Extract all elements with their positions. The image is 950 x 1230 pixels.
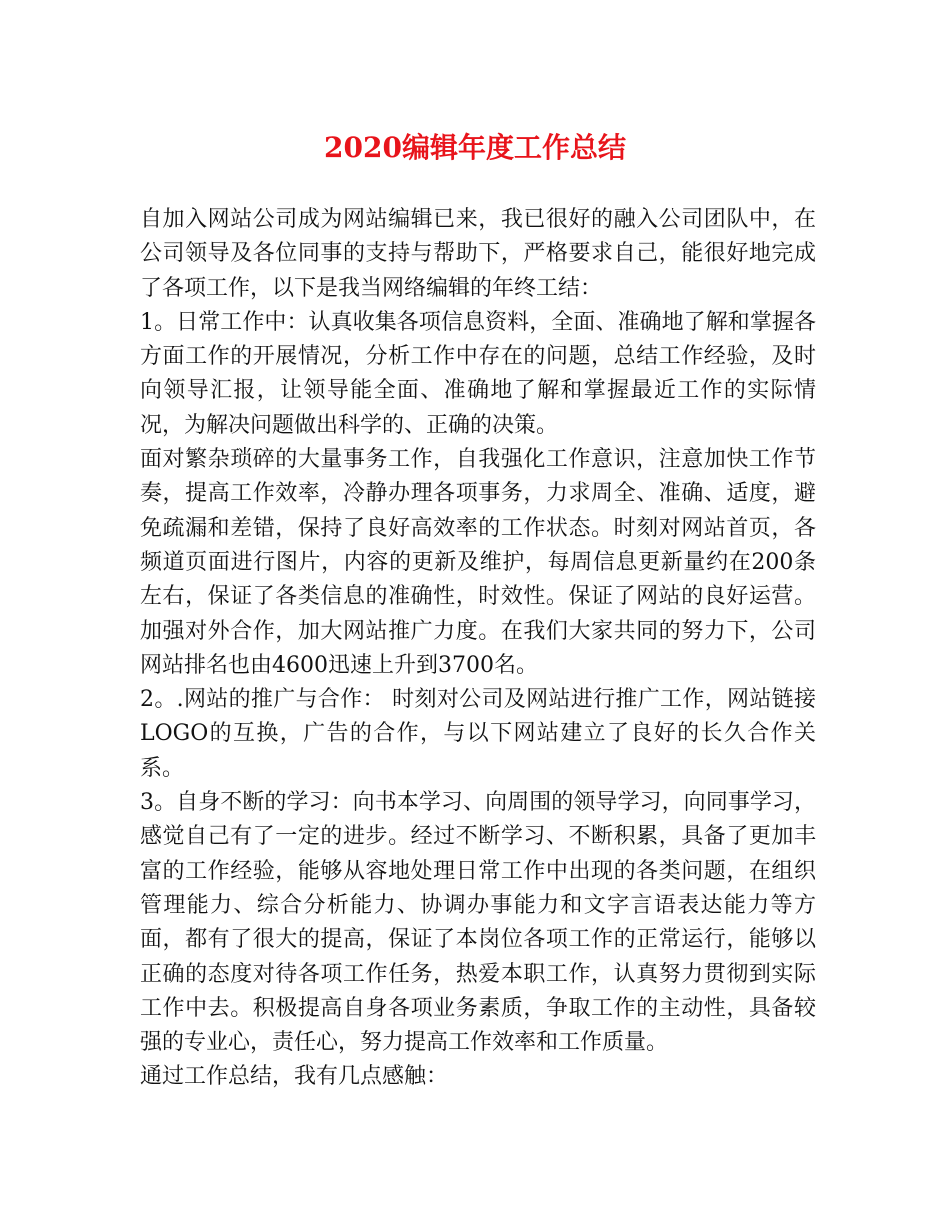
paragraph-daily-work: 1。日常工作中：认真收集各项信息资料，全面、准确地了解和掌握各方面工作的开展情况，分析工作中存在的问题，总结工作经验，及时向领导汇报，让领导能全面、准确地了解和掌握最近工作的实际情况，为解决问题做出科学的、正确的决策。 <box>140 309 816 438</box>
document-body <box>140 203 816 1095</box>
paragraph-learning: 3。自身不断的学习：向书本学习、向周围的领导学习，向同事学习，感觉自己有了一定的进步。经过不断学习、不断积累，具备了更加丰富的工作经验，能够从容地处理日常工作中出现的各类问题，在组织管理能力、综合分析能力、协调办事能力和文字言语表达能力等方面，都有了很大的提高，保证了本岗位各项工作的正常运行，能够以正确的态度对待各项工作任务，热爱本职工作，认真努力贯彻到实际工作中去。积极提高自身各项业务素质，争取工作的主动性，具备较强的专业心，责任心，努力提高工作效率和工作质量。 <box>140 790 816 1056</box>
paragraph-promotion: 2。.网站的推广与合作： 时刻对公司及网站进行推广工作，网站链接LOGO的互换，广告的合作，与以下网站建立了良好的长久合作关系。 <box>140 687 816 781</box>
paragraph-workload: 面对繁杂琐碎的大量事务工作，自我强化工作意识，注意加快工作节奏，提高工作效率，冷静办理各项事务，力求周全、准确、适度，避免疏漏和差错，保持了良好高效率的工作状态。时刻对网站首页，各频道页面进行图片，内容的更新及维护，每周信息更新量约在200条左右，保证了各类信息的准确性，时效性。保证了网站的良好运营。加强对外合作，加大网站推广力度。在我们大家共同的努力下，公司网站排名也由4600迅速上升到3700名。 <box>140 447 816 678</box>
paragraph-intro: 自加入网站公司成为网站编辑已来，我已很好的融入公司团队中，在公司领导及各位同事的支持与帮助下，严格要求自己，能很好地完成了各项工作，以下是我当网络编辑的年终工结： <box>140 207 816 301</box>
document-title: 2020编辑年度工作总结 <box>324 131 626 164</box>
paragraph-reflection: 通过工作总结，我有几点感触： <box>140 1064 449 1090</box>
